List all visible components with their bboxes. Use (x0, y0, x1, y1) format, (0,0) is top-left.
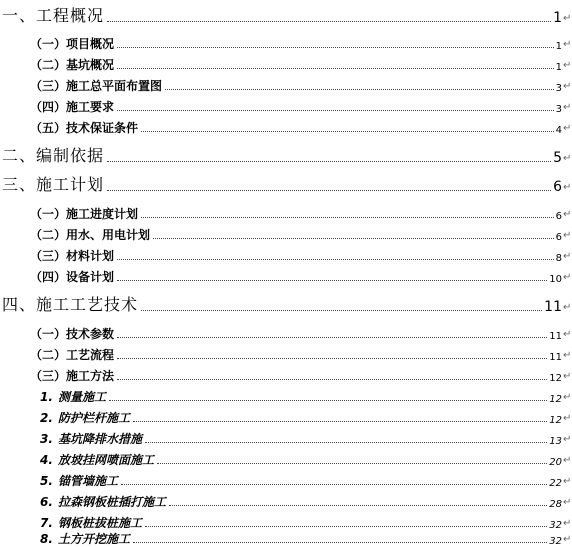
dot-leader (117, 357, 547, 359)
toc-title: 防护栏杆施工 (58, 411, 131, 425)
toc-page: 11 (544, 299, 562, 315)
toc-entry-3-4[interactable] (0, 267, 572, 285)
toc-entry-1-1[interactable] (0, 34, 572, 52)
toc-page: 32 (549, 520, 562, 531)
return-mark-icon: ↵ (563, 534, 572, 545)
toc-page: 6 (555, 232, 562, 243)
return-mark-icon: ↵ (563, 392, 572, 403)
toc-page: 1 (555, 41, 562, 52)
toc-page: 12 (549, 373, 562, 384)
dot-leader (121, 483, 547, 485)
toc-title: 锚管墙施工 (58, 474, 119, 488)
toc-entry-4-1[interactable] (0, 324, 572, 342)
toc-entry-4-3-6[interactable] (0, 492, 572, 510)
dot-leader (133, 420, 547, 422)
return-mark-icon: ↵ (563, 497, 572, 508)
toc-title: （二）基坑概况 (30, 58, 115, 72)
toc-title: （四）施工要求 (30, 100, 115, 114)
toc-page: 3 (555, 104, 562, 115)
toc-entry-1-4[interactable] (0, 97, 572, 115)
toc-number: 6. (40, 495, 53, 509)
toc-entry-1-2[interactable] (0, 55, 572, 73)
toc-entry-4-3-5[interactable] (0, 471, 572, 489)
return-mark-icon: ↵ (563, 102, 572, 113)
return-mark-icon: ↵ (563, 39, 572, 50)
dot-leader (117, 46, 554, 48)
return-mark-icon: ↵ (563, 272, 572, 283)
return-mark-icon: ↵ (563, 230, 572, 241)
toc-title: （三）施工总平面布置图 (30, 79, 163, 93)
toc-title: （五）技术保证条件 (30, 121, 139, 135)
return-mark-icon: ↵ (563, 182, 572, 193)
dot-leader (117, 258, 554, 260)
toc-entry-3-3[interactable] (0, 246, 572, 264)
toc-title: 三、施工计划 (2, 175, 105, 194)
return-mark-icon: ↵ (563, 81, 572, 92)
return-mark-icon: ↵ (563, 455, 572, 466)
dot-leader (169, 504, 547, 506)
dot-leader (141, 309, 542, 311)
toc-title: 土方开挖施工 (58, 532, 131, 546)
toc-entry-4-3-1[interactable] (0, 387, 572, 405)
dot-leader (133, 541, 547, 543)
toc-title: 放坡挂网喷面施工 (58, 453, 155, 467)
toc-entry-4[interactable] (0, 293, 572, 315)
return-mark-icon: ↵ (563, 60, 572, 71)
return-mark-icon: ↵ (563, 329, 572, 340)
toc-page: 11 (549, 352, 562, 363)
toc-page: 1 (553, 10, 562, 26)
dot-leader (141, 216, 554, 218)
toc-title: （一）技术参数 (30, 327, 115, 341)
toc-page: 20 (549, 457, 562, 468)
return-mark-icon: ↵ (563, 476, 572, 487)
toc-entry-4-3[interactable] (0, 366, 572, 384)
toc-entry-4-3-8[interactable] (0, 533, 572, 547)
toc-entry-2[interactable] (0, 144, 572, 166)
dot-leader (145, 441, 547, 443)
dot-leader (141, 130, 554, 132)
toc-title: （三）施工方法 (30, 369, 115, 383)
toc-page: 11 (549, 331, 562, 342)
toc-page: 13 (549, 436, 562, 447)
toc-page: 12 (549, 415, 562, 426)
toc-page: 28 (549, 499, 562, 510)
toc-entry-1[interactable] (0, 4, 572, 26)
toc-number: 7. (40, 516, 53, 530)
dot-leader (117, 109, 554, 111)
dot-leader (107, 189, 551, 191)
toc-number: 5. (40, 474, 53, 488)
toc-entry-3[interactable] (0, 173, 572, 195)
return-mark-icon: ↵ (563, 413, 572, 424)
dot-leader (145, 525, 547, 527)
dot-leader (117, 67, 554, 69)
toc-page: 6 (555, 211, 562, 222)
dot-leader (165, 88, 554, 90)
toc-number: 8. (40, 532, 53, 546)
toc-page: 32 (549, 536, 562, 547)
return-mark-icon: ↵ (563, 371, 572, 382)
toc-title: 二、编制依据 (2, 146, 105, 165)
dot-leader (153, 237, 554, 239)
toc-title: （四）设备计划 (30, 270, 115, 284)
toc-entry-1-5[interactable] (0, 118, 572, 136)
toc-page: 6 (553, 179, 562, 195)
toc-entry-3-1[interactable] (0, 204, 572, 222)
dot-leader (117, 378, 547, 380)
dot-leader (117, 336, 547, 338)
toc-title: 测量施工 (58, 390, 107, 404)
return-mark-icon: ↵ (563, 302, 572, 313)
toc-page: 12 (549, 394, 562, 405)
toc-page: 8 (555, 253, 562, 264)
toc-entry-4-2[interactable] (0, 345, 572, 363)
return-mark-icon: ↵ (563, 251, 572, 262)
toc-entry-4-3-4[interactable] (0, 450, 572, 468)
dot-leader (109, 399, 547, 401)
toc-title: （一）项目概况 (30, 37, 115, 51)
toc-title: （一）施工进度计划 (30, 207, 139, 221)
toc-title: 钢板桩拔桩施工 (58, 516, 143, 530)
toc-title: 一、工程概况 (2, 6, 105, 25)
toc-page: 5 (553, 150, 562, 166)
toc-number: 2. (40, 411, 53, 425)
toc-page: 22 (549, 478, 562, 489)
return-mark-icon: ↵ (563, 518, 572, 529)
return-mark-icon: ↵ (563, 153, 572, 164)
toc-title: （二）工艺流程 (30, 348, 115, 362)
toc-number: 3. (40, 432, 53, 446)
toc-entry-4-3-2[interactable] (0, 408, 572, 426)
toc-number: 1. (40, 390, 53, 404)
return-mark-icon: ↵ (563, 350, 572, 361)
toc-page: 4 (555, 125, 562, 136)
return-mark-icon: ↵ (563, 434, 572, 445)
toc-page: 1 (555, 62, 562, 73)
return-mark-icon: ↵ (563, 209, 572, 220)
toc-number: 4. (40, 453, 53, 467)
toc-title: 四、施工工艺技术 (2, 295, 139, 314)
toc-title: （二）用水、用电计划 (30, 228, 151, 242)
dot-leader (107, 160, 551, 162)
dot-leader (157, 462, 547, 464)
toc-entry-4-3-7[interactable] (0, 513, 572, 531)
toc-title: （三）材料计划 (30, 249, 115, 263)
toc-entry-1-3[interactable] (0, 76, 572, 94)
dot-leader (117, 279, 547, 281)
return-mark-icon: ↵ (563, 13, 572, 24)
toc-page: 10 (549, 274, 562, 285)
dot-leader (107, 20, 551, 22)
return-mark-icon: ↵ (563, 123, 572, 134)
toc-title: 拉森钢板桩插打施工 (58, 495, 167, 509)
toc-entry-3-2[interactable] (0, 225, 572, 243)
toc-entry-4-3-3[interactable] (0, 429, 572, 447)
toc-title: 基坑降排水措施 (58, 432, 143, 446)
toc-page: 3 (555, 83, 562, 94)
